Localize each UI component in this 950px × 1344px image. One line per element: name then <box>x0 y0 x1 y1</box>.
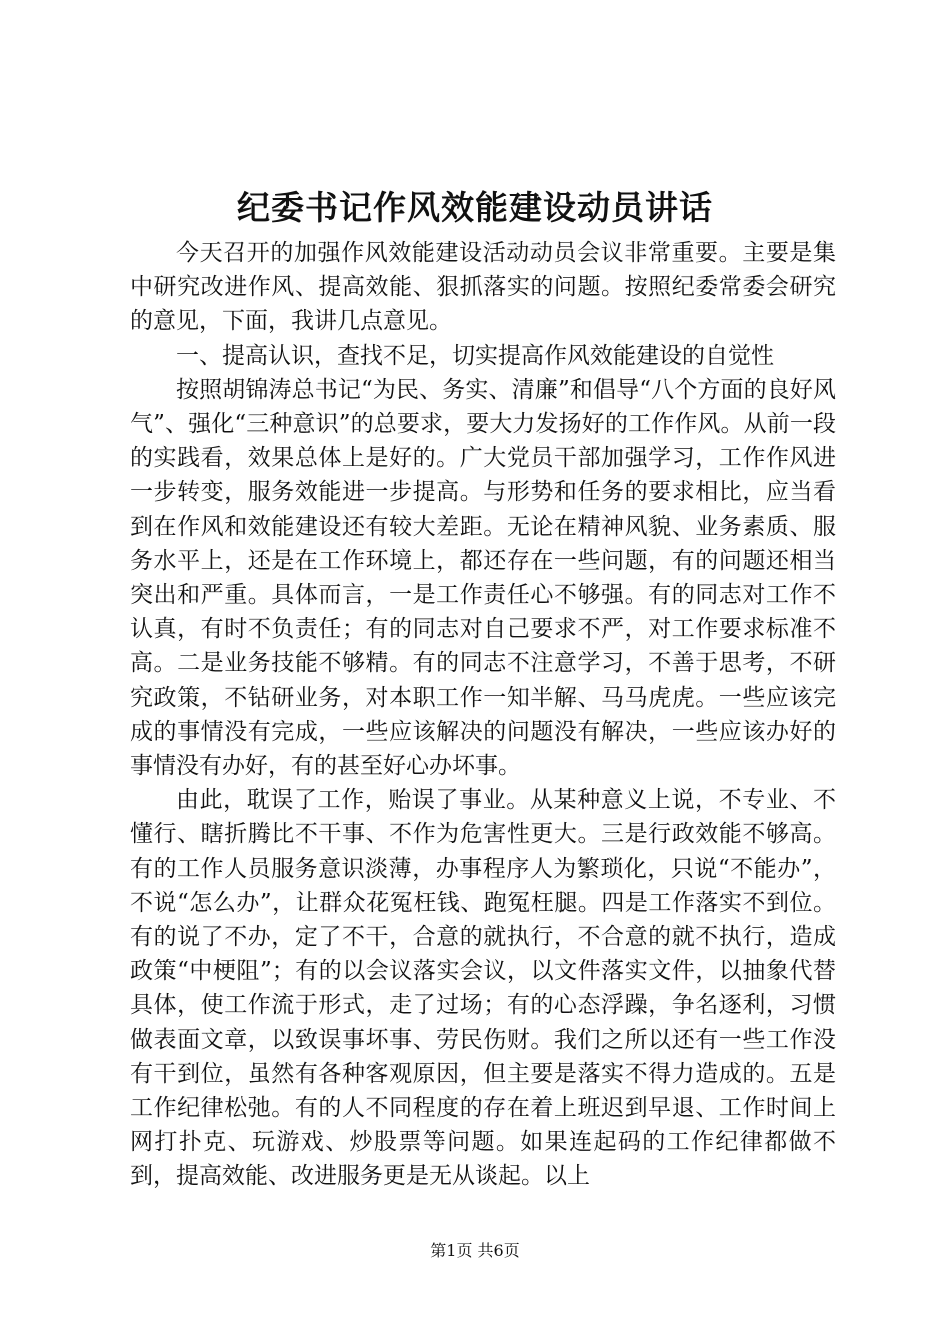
paragraph-section-heading: 一、提高认识，查找不足，切实提高作风效能建设的自觉性 <box>176 342 774 369</box>
page-number-footer: 第1页 共6页 <box>430 1241 520 1260</box>
document-body <box>130 236 836 1194</box>
document-title: 纪委书记作风效能建设动员讲话 <box>237 188 713 227</box>
paragraph-intro: 今天召开的加强作风效能建设活动动员会议非常重要。主要是集中研究改进作风、提高效能、狠抓落实的问题。按照纪委常委会研究的意见，下面，我讲几点意见。 <box>130 240 836 335</box>
paragraph-consequences: 由此，耽误了工作，贻误了事业。从某种意义上说，不专业、不懂行、瞎折腾比不干事、不作为危害性更大。三是行政效能不够高。有的工作人员服务意识淡薄，办事程序人为繁琐化，只说“不能办”，不说“怎么办”，让群众花冤枉钱、跑冤枉腿。四是工作落实不到位。有的说了不办，定了不干，合意的就执行，不合意的就不执行，造成政策“中梗阻”；有的以会议落实会议，以文件落实文件，以抽象代替具体，使工作流于形式，走了过场；有的心态浮躁，争名逐利，习惯做表面文章，以致误事坏事、劳民伤财。我们之所以还有一些工作没有干到位，虽然有各种客观原因，但主要是落实不得力造成的。五是工作纪律松弛。有的人不同程度的存在着上班迟到早退、工作时间上网打扑克、玩游戏、炒股票等问题。如果连起码的工作纪律都做不到，提高效能、改进服务更是无从谈起。以上 <box>130 787 836 1190</box>
paragraph-problems: 按照胡锦涛总书记“为民、务实、清廉”和倡导“八个方面的良好风气”、强化“三种意识”的总要求，要大力发扬好的工作作风。从前一段的实践看，效果总体上是好的。广大党员干部加强学习，工作作风进一步转变，服务效能进一步提高。与形势和任务的要求相比，应当看到在作风和效能建设还有较大差距。无论在精神风貌、业务素质、服务水平上，还是在工作环境上，都还存在一些问题，有的问题还相当突出和严重。具体而言，一是工作责任心不够强。有的同志对工作不认真，有时不负责任；有的同志对自己要求不严，对工作要求标准不高。二是业务技能不够精。有的同志不注意学习，不善于思考，不研究政策，不钻研业务，对本职工作一知半解、马马虎虎。一些应该完成的事情没有完成，一些应该解决的问题没有解决，一些应该办好的事情没有办好，有的甚至好心办坏事。 <box>130 376 836 780</box>
